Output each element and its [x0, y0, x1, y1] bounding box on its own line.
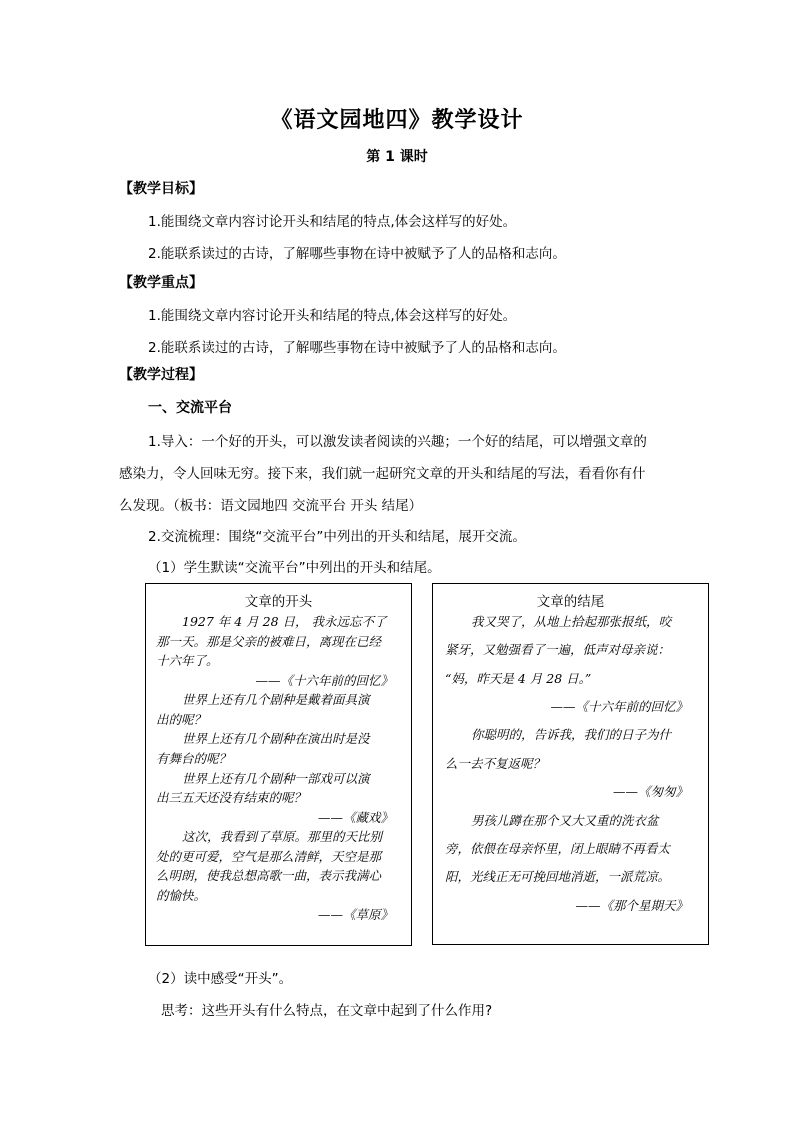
key-points-heading: 【教学重点】 [119, 275, 203, 291]
box-line: 这次，我看到了草原。那里的天比别 [182, 829, 383, 845]
box-line: 那一天。那是父亲的被难日，离现在已经 [156, 633, 382, 649]
box-line: 的愉快。 [156, 887, 207, 903]
box-line: 男孩儿蹲在那个又大又重的洗衣盆 [471, 812, 659, 828]
box-line: 旁，依偎在母亲怀里，闭上眼睛不再看太 [445, 840, 671, 856]
box-line: 世界上还有几个剧种一部戏可以演 [182, 770, 370, 786]
box-line: 么一去不复返呢？ [445, 755, 546, 771]
box-line: 我又哭了，从地上拾起那张报纸，咬 [471, 614, 672, 629]
step-1-line: （1）学生默读“交流平台”中列出的开头和结尾。 [148, 560, 441, 576]
step-2-line: （2）读中感受“开头”。 [148, 971, 293, 987]
box-line: 1927 年 4 月 28 日， 我永远忘不了 [182, 614, 387, 629]
process-heading: 【教学过程】 [119, 367, 203, 383]
box-line: 你聪明的，告诉我，我们的日子为什 [471, 727, 672, 743]
comb-line: 2.交流梳理：围绕“交流平台”中列出的开头和结尾，展开交流。 [148, 529, 526, 545]
objective-item-1: 1.能围绕文章内容讨论开头和结尾的特点,体会这样写的好处。 [148, 214, 517, 230]
key-point-item-1: 1.能围绕文章内容讨论开头和结尾的特点,体会这样写的好处。 [148, 308, 517, 324]
box-source: ——《草原》 [317, 907, 393, 923]
box-line: 世界上还有几个剧种在演出时是没 [182, 731, 370, 747]
box-line: 阳，光线正无可挽回地消逝，一派荒凉。 [445, 869, 671, 885]
page-title: 《语文园地四》教学设计 [270, 108, 524, 133]
intro-line-1: 1.导入：一个好的开头，可以激发读者阅读的兴趣；一个好的结尾，可以增强文章的 [148, 434, 647, 450]
box-line: 出的呢？ [156, 711, 207, 727]
box-line: 十六年了。 [156, 653, 219, 669]
box-line: 处的更可爱，空气是那么清鲜，天空是那 [156, 848, 382, 864]
openings-box [145, 583, 412, 946]
box-source: ——《十六年前的回忆》 [550, 699, 688, 715]
box-source: ——《藏戏》 [317, 809, 393, 825]
box-line: 出三五天还没有结束的呢？ [156, 790, 307, 806]
box-line: 世界上还有几个剧种是戴着面具演 [182, 692, 370, 708]
endings-box [432, 583, 709, 945]
think-question: 思考：这些开头有什么特点，在文章中起到了什么作用? [161, 1003, 493, 1019]
objectives-heading: 【教学目标】 [119, 181, 203, 197]
intro-line-2: 感染力，令人回味无穷。接下来，我们就一起研究文章的开头和结尾的写法，看看你有什 [119, 466, 646, 482]
box-line: 有舞台的呢？ [156, 750, 232, 766]
box-source: ——《匆匆》 [612, 784, 688, 800]
lesson-subtitle: 第 1 课时 [366, 149, 428, 165]
section-title-exchange: 一、交流平台 [148, 400, 232, 416]
intro-line-3: 么发现。（板书：语文园地四 交流平台 开头 结尾） [119, 498, 423, 514]
box-line: “妈，昨天是 4 月 28 日。” [445, 670, 592, 686]
key-point-item-2: 2.能联系读过的古诗，了解哪些事物在诗中被赋予了人的品格和志向。 [148, 340, 566, 356]
box-source: ——《十六年前的回忆》 [255, 672, 393, 688]
objective-item-2: 2.能联系读过的古诗，了解哪些事物在诗中被赋予了人的品格和志向。 [148, 246, 566, 262]
openings-box-title: 文章的开头 [244, 594, 313, 610]
endings-box-title: 文章的结尾 [536, 594, 605, 610]
box-line: 紧牙，又勉强看了一遍，低声对母亲说： [445, 642, 671, 658]
box-line: 么明朗，使我总想高歌一曲，表示我满心 [156, 868, 382, 884]
box-source: ——《那个星期天》 [575, 897, 688, 913]
